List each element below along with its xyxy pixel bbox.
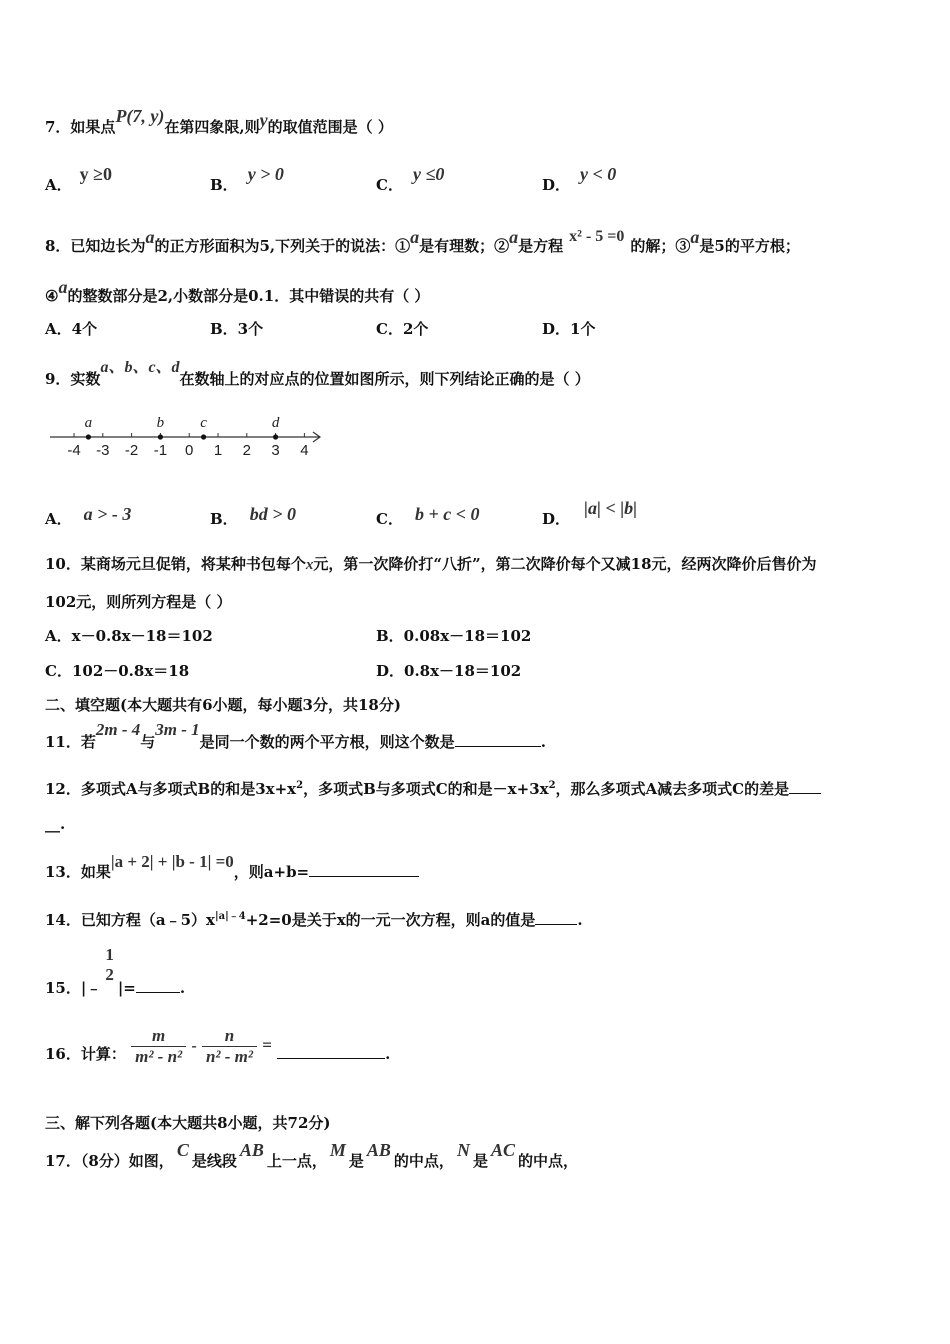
- q16-answer-blank[interactable]: [277, 1044, 385, 1059]
- axis-tick-label: -4: [67, 442, 81, 459]
- q9-stem: 9．实数a、b、c、d在数轴上的对应点的位置如图所示，则下列结论正确的是（ ）: [45, 359, 590, 388]
- q14-answer-blank[interactable]: [535, 910, 577, 925]
- q7-point: P(7, y): [115, 106, 165, 126]
- q13: 13．如果|a + 2| + |b - 1| =0，则a+b=: [45, 861, 419, 882]
- q12-line1: 12．多项式A与多项式B的和是$3x+x^2$，多项式B与多项式C的和是$-x+3x^2$，那么多项式A减去多项式C的差是: [45, 778, 821, 799]
- q8-line2: ④a的整数部分是2,小数部分是0.1．其中错误的共有（ ）: [45, 277, 430, 305]
- q8-equation: x² - 5 =0: [569, 228, 625, 245]
- q8-line1: 8．已知边长为a的正方形面积为5,下列关于的说法：①a是有理数；②a是方程x² - 5 =0的解；③a是5的平方根；: [45, 227, 800, 255]
- q7-option-d: D．y < 0: [542, 164, 617, 194]
- q14: 14．已知方程$(a﹣5)x^{|a|﹣4}+2=0$是关于x的一元一次方程，则a的值是 .: [45, 911, 583, 929]
- axis-tick-label: 1: [213, 442, 223, 459]
- point-d: [273, 434, 278, 439]
- q7-stem: 7．如果点P(7, y)在第四象限,则y的取值范围是（ ）: [45, 106, 393, 136]
- q10-option-b: B．0.08x－18＝102: [376, 627, 532, 645]
- axis-tick-label: -1: [153, 442, 168, 459]
- q10-option-d: D．0.8x－18＝102: [376, 662, 522, 680]
- axis-tick-label: 3: [271, 442, 280, 459]
- q9-option-c: C． b + c < 0: [376, 504, 480, 528]
- axis-tick-label: 4: [300, 442, 309, 459]
- point-label-d: d: [271, 415, 280, 431]
- q15: 15．|﹣ 1 2 |= .: [45, 945, 186, 997]
- axis-tick-label: -3: [96, 442, 110, 459]
- point-b: [158, 434, 163, 439]
- axis-tick-label: -2: [124, 442, 139, 459]
- q10-line2: 102元，则所列方程是（ ）: [45, 593, 232, 611]
- q10-line1: 10．某商场元旦促销，将某种书包每个x元，第一次降价打“八折”，第二次降价每个又减18元，经两次降价后售价为: [45, 555, 817, 573]
- q9-option-a: A． a > - 3: [45, 504, 132, 528]
- q8-option-c: C．2个: [376, 320, 429, 338]
- q13-answer-blank[interactable]: [309, 862, 419, 877]
- number-line: [45, 408, 330, 464]
- q15-fraction: 1 2: [105, 945, 114, 984]
- q11: 11．若2m - 4与3m - 1是同一个数的两个平方根，则这个数是 .: [45, 720, 546, 751]
- axis-tick-label: 2: [242, 442, 251, 459]
- q12-line2: __.: [45, 815, 66, 833]
- q10-option-a: A．x－0.8x－18＝102: [45, 627, 213, 645]
- point-a: [86, 434, 91, 439]
- q8-option-d: D．1个: [542, 320, 596, 338]
- q11-answer-blank[interactable]: [455, 732, 541, 747]
- q8-option-a: A．4个: [45, 320, 98, 338]
- q16: 16．计算： $\frac{m}{\text{m² - n²}}$ - $\frac{n}{\text{n² - m²}}$ = .: [45, 1026, 391, 1066]
- q16-fraction-1: $\frac{m}{\text{m² - n²}}$: [131, 1026, 186, 1067]
- q17: 17．（8分）如图，C是线段AB上一点，M是AB的中点，N是AC的中点，: [45, 1140, 578, 1170]
- point-label-b: b: [156, 415, 165, 431]
- q7-option-a: A．y ≥0: [45, 164, 113, 194]
- q12-answer-blank[interactable]: [789, 779, 821, 794]
- q9-option-d: D．|a| < |b|: [542, 498, 638, 528]
- point-c: [201, 434, 206, 439]
- q16-fraction-2: $\frac{n}{\text{n² - m²}}$: [202, 1026, 257, 1067]
- point-label-a: a: [84, 415, 93, 431]
- axis-tick-label: 0: [185, 442, 194, 459]
- q15-answer-blank[interactable]: [136, 978, 180, 993]
- q7-option-c: C．y ≤0: [376, 164, 445, 194]
- point-label-c: c: [200, 415, 207, 431]
- q8-option-b: B．3个: [210, 320, 264, 338]
- q10-option-c: C．102－0.8x＝18: [45, 662, 190, 680]
- section-fill-in-heading: 二、填空题(本大题共有6小题，每小题3分，共18分): [45, 696, 401, 714]
- section-solve-heading: 三、解下列各题(本大题共8小题，共72分): [45, 1114, 331, 1132]
- q7-option-b: B．y > 0: [210, 164, 284, 194]
- q9-option-b: B． bd > 0: [210, 504, 296, 528]
